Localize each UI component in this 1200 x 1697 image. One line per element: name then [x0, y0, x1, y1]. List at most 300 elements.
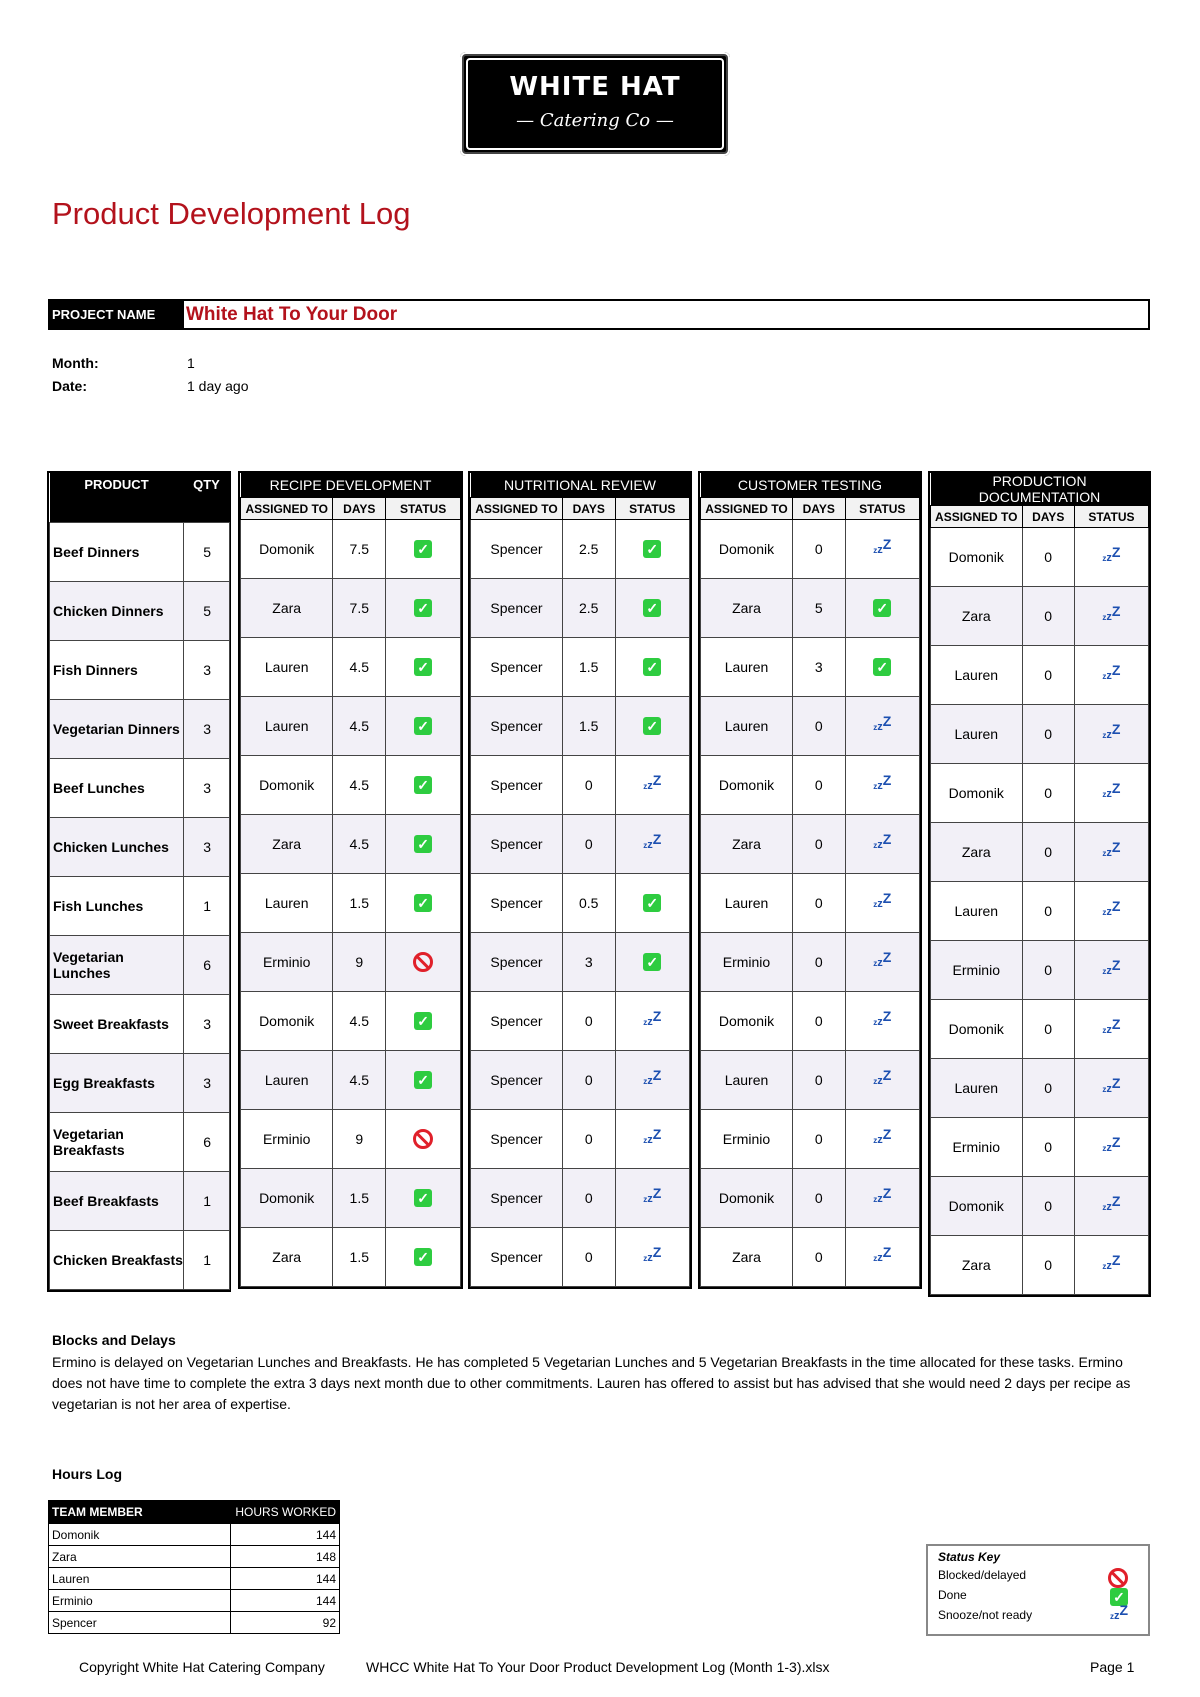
days-cell: 4.5 — [333, 992, 386, 1051]
status-cell — [1074, 528, 1148, 587]
status-cell — [615, 697, 689, 756]
days-cell: 2.5 — [562, 579, 615, 638]
status-key-title: Status Key — [938, 1550, 1001, 1564]
table-row — [471, 638, 690, 697]
table-row — [50, 936, 230, 995]
product-name: Vegetarian Lunches — [50, 936, 184, 995]
hours-worked-value: 92 — [231, 1612, 340, 1634]
snooze-icon: zzZ — [643, 1185, 662, 1206]
assigned-to-cell: Zara — [241, 1228, 333, 1287]
status-key — [926, 1544, 1150, 1636]
status-cell — [386, 697, 461, 756]
status-cell — [615, 933, 689, 992]
status-cell — [845, 520, 919, 579]
status-cell — [386, 638, 461, 697]
status-cell — [386, 520, 461, 579]
table-row — [241, 697, 461, 756]
table-row — [701, 697, 920, 756]
team-member-name: Domonik — [49, 1524, 231, 1546]
table-row — [241, 520, 461, 579]
status-cell — [386, 933, 461, 992]
table-row — [241, 815, 461, 874]
assigned-to-cell: Lauren — [931, 705, 1023, 764]
status-cell — [845, 992, 919, 1051]
blocks-heading: Blocks and Delays — [52, 1332, 176, 1348]
days-cell: 3 — [562, 933, 615, 992]
product-qty: 3 — [184, 641, 230, 700]
assigned-to-cell: Spencer — [471, 756, 563, 815]
product-qty: 1 — [184, 877, 230, 936]
table-row — [50, 1231, 230, 1290]
snooze-icon: zzZ — [1102, 957, 1121, 978]
hours-table — [48, 1500, 340, 1634]
product-name: Fish Lunches — [50, 877, 184, 936]
product-name: Beef Dinners — [50, 523, 184, 582]
table-row — [241, 992, 461, 1051]
days-cell: 4.5 — [333, 1051, 386, 1110]
footer-copyright: Copyright White Hat Catering Company — [79, 1659, 325, 1675]
done-icon: ✓ — [414, 835, 432, 853]
status-cell — [615, 756, 689, 815]
status-key-snooze — [938, 1602, 1138, 1628]
team-member-name: Lauren — [49, 1568, 231, 1590]
status-cell — [845, 933, 919, 992]
product-table — [47, 471, 231, 1292]
status-cell — [386, 756, 461, 815]
done-icon: ✓ — [414, 599, 432, 617]
status-cell — [386, 815, 461, 874]
stage-table-testing — [698, 471, 922, 1289]
days-cell: 0 — [1022, 1059, 1074, 1118]
table-row — [50, 995, 230, 1054]
product-qty: 1 — [184, 1231, 230, 1290]
footer-page-number: Page 1 — [1090, 1659, 1135, 1675]
table-row — [241, 1051, 461, 1110]
blocked-icon — [413, 1129, 433, 1149]
status-cell — [1074, 1236, 1148, 1295]
snooze-icon: zzZ — [643, 1244, 662, 1265]
status-cell — [386, 1169, 461, 1228]
hours-row — [49, 1568, 340, 1590]
days-cell: 0 — [792, 992, 845, 1051]
status-cell — [845, 697, 919, 756]
stage-header-row — [471, 473, 690, 498]
project-name-value: White Hat To Your Door — [184, 299, 1150, 330]
assigned-to-cell: Erminio — [701, 1110, 793, 1169]
snooze-icon: zzZ — [1102, 721, 1121, 742]
days-cell: 1.5 — [333, 1169, 386, 1228]
status-cell — [615, 579, 689, 638]
assigned-to-cell: Lauren — [701, 697, 793, 756]
table-row — [241, 933, 461, 992]
status-cell — [615, 1228, 689, 1287]
product-name: Chicken Breakfasts — [50, 1231, 184, 1290]
done-icon: ✓ — [643, 717, 661, 735]
status-key-done — [938, 1588, 1138, 1608]
days-cell: 4.5 — [333, 697, 386, 756]
snooze-icon: zzZ — [1102, 544, 1121, 565]
days-cell: 0 — [562, 992, 615, 1051]
status-cell — [1074, 764, 1148, 823]
status-cell — [386, 1051, 461, 1110]
table-row — [241, 756, 461, 815]
done-icon: ✓ — [414, 658, 432, 676]
table-row — [931, 941, 1149, 1000]
hours-row — [49, 1590, 340, 1612]
table-row — [471, 933, 690, 992]
days-cell: 0 — [1022, 1177, 1074, 1236]
days-cell: 7.5 — [333, 579, 386, 638]
assigned-to-cell: Spencer — [471, 1228, 563, 1287]
assigned-to-cell: Domonik — [931, 764, 1023, 823]
status-header: STATUS — [615, 498, 689, 520]
snooze-icon: zzZ — [643, 1067, 662, 1088]
product-qty: 3 — [184, 818, 230, 877]
assigned-to-cell: Spencer — [471, 815, 563, 874]
days-cell: 9 — [333, 1110, 386, 1169]
days-cell: 7.5 — [333, 520, 386, 579]
table-row — [701, 1228, 920, 1287]
table-row — [50, 877, 230, 936]
assigned-to-header: ASSIGNED TO — [241, 498, 333, 520]
days-cell: 1.5 — [562, 697, 615, 756]
status-cell — [615, 1169, 689, 1228]
status-header: STATUS — [845, 498, 919, 520]
assigned-to-cell: Erminio — [241, 1110, 333, 1169]
table-row — [931, 882, 1149, 941]
hours-row — [49, 1612, 340, 1634]
days-cell: 0 — [792, 697, 845, 756]
snooze-icon: zzZ — [873, 949, 892, 970]
days-cell: 0 — [1022, 1236, 1074, 1295]
assigned-to-header: ASSIGNED TO — [701, 498, 793, 520]
logo-title: WHITE HAT — [509, 72, 681, 102]
hours-worked-value: 144 — [231, 1568, 340, 1590]
snooze-icon: zzZ — [1102, 603, 1121, 624]
snooze-icon: zzZ — [643, 831, 662, 852]
snooze-icon: zzZ — [873, 1126, 892, 1147]
snooze-icon: zzZ — [1102, 780, 1121, 801]
table-row — [701, 933, 920, 992]
table-row — [931, 764, 1149, 823]
done-icon: ✓ — [414, 894, 432, 912]
assigned-to-cell: Domonik — [241, 992, 333, 1051]
snooze-icon: zzZ — [643, 1008, 662, 1029]
product-qty: 3 — [184, 995, 230, 1054]
days-cell: 4.5 — [333, 638, 386, 697]
table-row — [701, 815, 920, 874]
table-row — [931, 1177, 1149, 1236]
team-member-header: TEAM MEMBER — [49, 1501, 231, 1524]
assigned-to-cell: Lauren — [931, 1059, 1023, 1118]
table-row — [50, 1113, 230, 1172]
table-row — [241, 874, 461, 933]
days-cell: 0 — [1022, 1118, 1074, 1177]
days-header: DAYS — [792, 498, 845, 520]
table-row — [701, 874, 920, 933]
assigned-to-cell: Spencer — [471, 697, 563, 756]
snooze-icon: zzZ — [1102, 1193, 1121, 1214]
product-name: Beef Lunches — [50, 759, 184, 818]
days-header: DAYS — [1022, 506, 1074, 528]
days-cell: 5 — [792, 579, 845, 638]
date-value: 1 day ago — [187, 378, 249, 394]
stage-table-nutrition — [468, 471, 692, 1289]
product-name: Chicken Dinners — [50, 582, 184, 641]
status-cell — [845, 1110, 919, 1169]
snooze-icon: zzZ — [1102, 898, 1121, 919]
assigned-to-cell: Lauren — [241, 697, 333, 756]
days-cell: 0 — [792, 874, 845, 933]
done-icon: ✓ — [414, 717, 432, 735]
assigned-to-cell: Spencer — [471, 1051, 563, 1110]
table-row — [471, 579, 690, 638]
done-icon: ✓ — [1110, 1588, 1128, 1606]
table-row — [701, 1110, 920, 1169]
table-row — [241, 1110, 461, 1169]
status-cell — [845, 1169, 919, 1228]
days-cell: 0.5 — [562, 874, 615, 933]
snooze-icon: zzZ — [1102, 1075, 1121, 1096]
days-cell: 0 — [562, 1051, 615, 1110]
assigned-to-cell: Spencer — [471, 874, 563, 933]
hours-worked-value: 144 — [231, 1590, 340, 1612]
table-row — [471, 815, 690, 874]
table-row — [931, 1000, 1149, 1059]
days-cell: 1.5 — [333, 874, 386, 933]
days-cell: 0 — [792, 756, 845, 815]
table-row — [931, 646, 1149, 705]
table-row — [50, 523, 230, 582]
days-cell: 0 — [562, 1110, 615, 1169]
assigned-to-cell: Lauren — [701, 638, 793, 697]
table-row — [471, 520, 690, 579]
status-cell — [845, 638, 919, 697]
assigned-to-cell: Lauren — [241, 1051, 333, 1110]
stage-title: RECIPE DEVELOPMENT — [241, 473, 461, 498]
status-cell — [615, 638, 689, 697]
product-name: Sweet Breakfasts — [50, 995, 184, 1054]
blocked-icon — [1108, 1568, 1128, 1588]
hours-row — [49, 1546, 340, 1568]
product-qty: 3 — [184, 1054, 230, 1113]
product-qty: 3 — [184, 700, 230, 759]
table-row — [931, 705, 1149, 764]
table-row — [50, 759, 230, 818]
assigned-to-cell: Domonik — [241, 756, 333, 815]
snooze-icon: zzZ — [643, 1126, 662, 1147]
done-icon: ✓ — [643, 894, 661, 912]
assigned-to-cell: Spencer — [471, 1110, 563, 1169]
table-row — [471, 992, 690, 1051]
month-label: Month: — [52, 355, 99, 371]
product-name: Vegetarian Breakfasts — [50, 1113, 184, 1172]
status-cell — [386, 1228, 461, 1287]
table-row — [471, 756, 690, 815]
table-row — [701, 992, 920, 1051]
stage-title: CUSTOMER TESTING — [701, 473, 920, 498]
status-cell — [1074, 646, 1148, 705]
stage-header-row — [701, 473, 920, 498]
done-icon: ✓ — [643, 540, 661, 558]
table-row — [241, 638, 461, 697]
days-cell: 4.5 — [333, 815, 386, 874]
days-cell: 0 — [1022, 941, 1074, 1000]
done-icon: ✓ — [414, 1189, 432, 1207]
product-qty: 1 — [184, 1172, 230, 1231]
table-row — [701, 756, 920, 815]
date-label: Date: — [52, 378, 88, 394]
assigned-to-cell: Zara — [701, 815, 793, 874]
status-cell — [1074, 705, 1148, 764]
snooze-icon: zzZ — [1102, 662, 1121, 683]
status-cell — [386, 992, 461, 1051]
snooze-icon: zzZ — [873, 713, 892, 734]
status-cell — [845, 756, 919, 815]
product-name: Chicken Lunches — [50, 818, 184, 877]
days-cell: 0 — [1022, 1000, 1074, 1059]
stage-header-row — [241, 473, 461, 498]
table-row — [471, 1169, 690, 1228]
table-row — [50, 582, 230, 641]
snooze-icon: zzZ — [1102, 1016, 1121, 1037]
table-row — [931, 1118, 1149, 1177]
month-value: 1 — [187, 355, 195, 371]
status-cell — [1074, 1118, 1148, 1177]
table-row — [241, 1228, 461, 1287]
product-qty: 5 — [184, 523, 230, 582]
done-icon: ✓ — [414, 1248, 432, 1266]
assigned-to-cell: Domonik — [241, 520, 333, 579]
snooze-icon: zzZ — [873, 831, 892, 852]
status-cell — [615, 815, 689, 874]
hours-row — [49, 1524, 340, 1546]
assigned-to-cell: Lauren — [241, 638, 333, 697]
days-header: DAYS — [333, 498, 386, 520]
assigned-to-cell: Domonik — [931, 1177, 1023, 1236]
hours-worked-value: 144 — [231, 1524, 340, 1546]
table-row — [931, 587, 1149, 646]
assigned-to-cell: Domonik — [931, 528, 1023, 587]
assigned-to-cell: Erminio — [701, 933, 793, 992]
table-row — [471, 1228, 690, 1287]
status-cell — [845, 579, 919, 638]
days-cell: 1.5 — [333, 1228, 386, 1287]
done-icon: ✓ — [643, 599, 661, 617]
days-cell: 0 — [792, 815, 845, 874]
table-row — [241, 579, 461, 638]
status-cell — [1074, 587, 1148, 646]
column-header-row — [701, 498, 920, 520]
snooze-icon: zzZ — [873, 536, 892, 557]
done-icon: ✓ — [873, 599, 891, 617]
days-cell: 4.5 — [333, 756, 386, 815]
assigned-to-cell: Spencer — [471, 1169, 563, 1228]
hours-worked-header: HOURS WORKED — [231, 1501, 340, 1524]
days-cell: 0 — [562, 1228, 615, 1287]
table-row — [471, 1051, 690, 1110]
table-row — [931, 1059, 1149, 1118]
assigned-to-cell: Domonik — [701, 992, 793, 1051]
footer-filename: WHCC White Hat To Your Door Product Development Log (Month 1-3).xlsx — [366, 1659, 830, 1675]
snooze-icon: zzZ — [873, 1008, 892, 1029]
status-header: STATUS — [1074, 506, 1148, 528]
assigned-to-cell: Domonik — [701, 520, 793, 579]
done-icon: ✓ — [414, 776, 432, 794]
project-name-label: PROJECT NAME — [48, 299, 184, 330]
assigned-to-cell: Lauren — [931, 646, 1023, 705]
table-row — [701, 579, 920, 638]
days-cell: 0 — [792, 1228, 845, 1287]
snooze-icon: zzZ — [1102, 1134, 1121, 1155]
product-name: Vegetarian Dinners — [50, 700, 184, 759]
snooze-icon: zzZ — [873, 1244, 892, 1265]
assigned-to-cell: Zara — [241, 579, 333, 638]
status-key-label: Done — [938, 1588, 967, 1602]
done-icon: ✓ — [643, 658, 661, 676]
assigned-to-cell: Erminio — [931, 941, 1023, 1000]
status-cell — [615, 874, 689, 933]
team-member-name: Erminio — [49, 1590, 231, 1612]
status-cell — [845, 815, 919, 874]
done-icon: ✓ — [643, 953, 661, 971]
done-icon: ✓ — [414, 540, 432, 558]
assigned-to-cell: Zara — [701, 579, 793, 638]
days-cell: 0 — [792, 1110, 845, 1169]
product-qty: 6 — [184, 936, 230, 995]
days-header: DAYS — [562, 498, 615, 520]
status-cell — [1074, 1177, 1148, 1236]
table-row — [701, 1051, 920, 1110]
assigned-to-header: ASSIGNED TO — [471, 498, 563, 520]
assigned-to-cell: Lauren — [931, 882, 1023, 941]
days-cell: 3 — [792, 638, 845, 697]
hours-worked-value: 148 — [231, 1546, 340, 1568]
days-cell: 0 — [1022, 705, 1074, 764]
days-cell: 0 — [1022, 882, 1074, 941]
status-cell — [615, 992, 689, 1051]
status-cell — [386, 874, 461, 933]
hours-heading: Hours Log — [52, 1466, 122, 1482]
assigned-to-cell: Spencer — [471, 638, 563, 697]
assigned-to-cell: Zara — [701, 1228, 793, 1287]
table-row — [931, 1236, 1149, 1295]
status-key-label: Snooze/not ready — [938, 1608, 1033, 1622]
product-name: Egg Breakfasts — [50, 1054, 184, 1113]
status-cell — [1074, 882, 1148, 941]
table-row — [471, 874, 690, 933]
status-cell — [1074, 823, 1148, 882]
days-cell: 0 — [792, 1169, 845, 1228]
status-key-label: Blocked/delayed — [938, 1568, 1027, 1582]
status-cell — [845, 874, 919, 933]
product-header: PRODUCT — [50, 473, 184, 523]
snooze-icon: zzZ — [873, 1185, 892, 1206]
snooze-icon: zzZ — [873, 890, 892, 911]
team-member-name: Zara — [49, 1546, 231, 1568]
logo-subtitle: — Catering Co — — [516, 110, 674, 131]
days-cell: 0 — [792, 1051, 845, 1110]
blocked-icon — [413, 952, 433, 972]
days-cell: 0 — [562, 1169, 615, 1228]
status-cell — [845, 1228, 919, 1287]
product-qty: 3 — [184, 759, 230, 818]
snooze-icon: zzZ — [1109, 1602, 1128, 1622]
table-row — [50, 700, 230, 759]
product-qty: 6 — [184, 1113, 230, 1172]
snooze-icon: zzZ — [1102, 839, 1121, 860]
stage-title: NUTRITIONAL REVIEW — [471, 473, 690, 498]
